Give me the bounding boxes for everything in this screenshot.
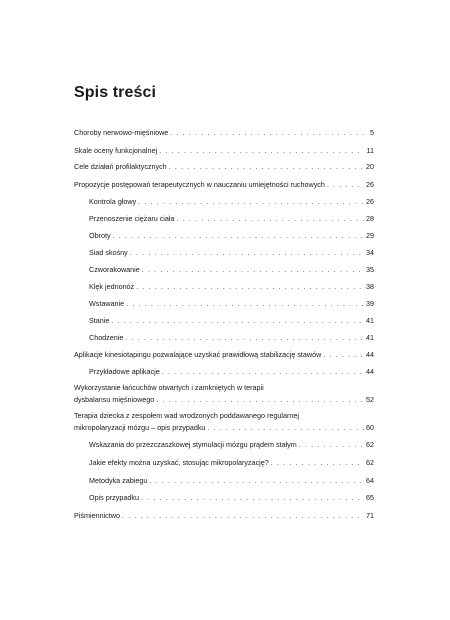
toc-entry-label: Chodzenie: [89, 333, 124, 342]
toc-subentry: [89, 265, 374, 274]
toc-entry-label: Kontrola głowy: [89, 197, 137, 206]
dot-leader: [271, 458, 364, 467]
toc-subentry: [89, 248, 374, 257]
toc-entry-page: 44: [366, 367, 374, 376]
toc-entry-page: 20: [366, 162, 374, 171]
dot-leader: [122, 511, 364, 520]
toc-subentry: [89, 316, 374, 325]
dot-leader: [170, 128, 364, 137]
dot-leader: [111, 316, 364, 325]
toc-entry-page: 60: [366, 423, 374, 432]
toc-entry-label: mikropolaryzacji mózgu – opis przypadku: [74, 423, 206, 432]
dot-leader: [327, 180, 364, 189]
toc-entry-label: Jakie efekty można uzyskać, stosując mikropolaryzację?: [89, 458, 269, 467]
toc-entry-page: 65: [366, 493, 374, 502]
toc-entry: [74, 395, 374, 404]
toc-subentry: [89, 367, 374, 376]
dot-leader: [138, 197, 364, 206]
toc-subentry: [89, 231, 374, 240]
toc-entry: [74, 350, 374, 359]
dot-leader: [130, 248, 364, 257]
toc-entry: [74, 423, 374, 432]
toc-subentry: [89, 458, 374, 467]
toc-entry-page: 39: [366, 299, 374, 308]
dot-leader: [113, 231, 364, 240]
toc-entry-label: Choroby nerwowo-mięśniowe: [74, 128, 169, 137]
dot-leader: [149, 476, 364, 485]
toc-entry-page: 11: [366, 146, 374, 155]
toc-entry-page: 41: [366, 333, 374, 342]
toc-entry-label: dysbalansu mięśniowego: [74, 395, 155, 404]
toc-entry-label: Cele działań profilaktycznych: [74, 162, 167, 171]
toc-entry: [74, 128, 374, 137]
toc-entry-label: Stanie: [89, 316, 110, 325]
toc-entry: [74, 146, 374, 155]
toc-entry-page: 62: [366, 458, 374, 467]
toc-entry-page: 5: [370, 128, 374, 137]
toc-entry-page: 44: [366, 350, 374, 359]
toc-entry-label: Obroty: [89, 231, 111, 240]
dot-leader: [142, 265, 364, 274]
dot-leader: [125, 333, 364, 342]
toc-entry-page: 28: [366, 214, 374, 223]
toc-subentry: [89, 440, 374, 449]
toc-subentry: [89, 197, 374, 206]
toc-entry-label: Skale oceny funkcjonalnej: [74, 146, 158, 155]
toc-entry-label: Opis przypadku: [89, 493, 139, 502]
dot-leader: [207, 423, 364, 432]
toc-entry-page: 52: [366, 395, 374, 404]
dot-leader: [169, 162, 364, 171]
toc-subentry: [89, 476, 374, 485]
toc-entry-page: 64: [366, 476, 374, 485]
toc-subentry: [89, 282, 374, 291]
toc-entry-page: 41: [366, 316, 374, 325]
dot-leader: [162, 367, 364, 376]
dot-leader: [299, 440, 364, 449]
toc-entry-page: 71: [366, 511, 374, 520]
toc-subentry: [89, 493, 374, 502]
page-title: Spis treści: [74, 84, 157, 101]
toc-entry-label-line1: Wykorzystanie łańcuchów otwartych i zamkniętych w terapii: [74, 383, 264, 392]
toc-entry-label: Przenoszenie ciężaru ciała: [89, 214, 175, 223]
dot-leader: [126, 299, 364, 308]
toc-subentry: [89, 214, 374, 223]
toc-entry-label: Piśmiennictwo: [74, 511, 120, 520]
toc-entry-label-line1: Terapia dziecka z zespołem wad wrodzonych poddawanego regularnej: [74, 411, 299, 420]
dot-leader: [323, 350, 364, 359]
toc-entry-page: 26: [366, 197, 374, 206]
toc-entry-label: Przykładowe aplikacje: [89, 367, 160, 376]
toc-entry-label: Wstawanie: [89, 299, 125, 308]
toc-entry-label: Klęk jednonóż: [89, 282, 135, 291]
toc-entry-page: 29: [366, 231, 374, 240]
toc-entry-label: Propozycje postępowań terapeutycznych w nauczaniu umiejętności ruchowych: [74, 180, 325, 189]
toc-entry-page: 62: [366, 440, 374, 449]
toc-entry: [74, 162, 374, 171]
toc-entry-label: Siad skośny: [89, 248, 128, 257]
toc-entry-label: Metodyka zabiegu: [89, 476, 148, 485]
toc-subentry: [89, 299, 374, 308]
dot-leader: [159, 146, 364, 155]
toc-entry: [74, 180, 374, 189]
dot-leader: [156, 395, 364, 404]
dot-leader: [136, 282, 364, 291]
dot-leader: [177, 214, 365, 223]
toc-subentry: [89, 333, 374, 342]
toc-entry-label: Aplikacje kinesiotapingu pozwalające uzyskać prawidłową stabilizację stawów: [74, 350, 322, 359]
toc-entry-page: 35: [366, 265, 374, 274]
toc-entry: [74, 511, 374, 520]
toc-entry-page: 34: [366, 248, 374, 257]
toc-entry-page: 38: [366, 282, 374, 291]
dot-leader: [141, 493, 364, 502]
toc-entry-label: Czworakowanie: [89, 265, 140, 274]
toc-entry-label: Wskazania do przezczaszkowej stymulacji mózgu prądem stałym: [89, 440, 297, 449]
toc-entry-page: 26: [366, 180, 374, 189]
